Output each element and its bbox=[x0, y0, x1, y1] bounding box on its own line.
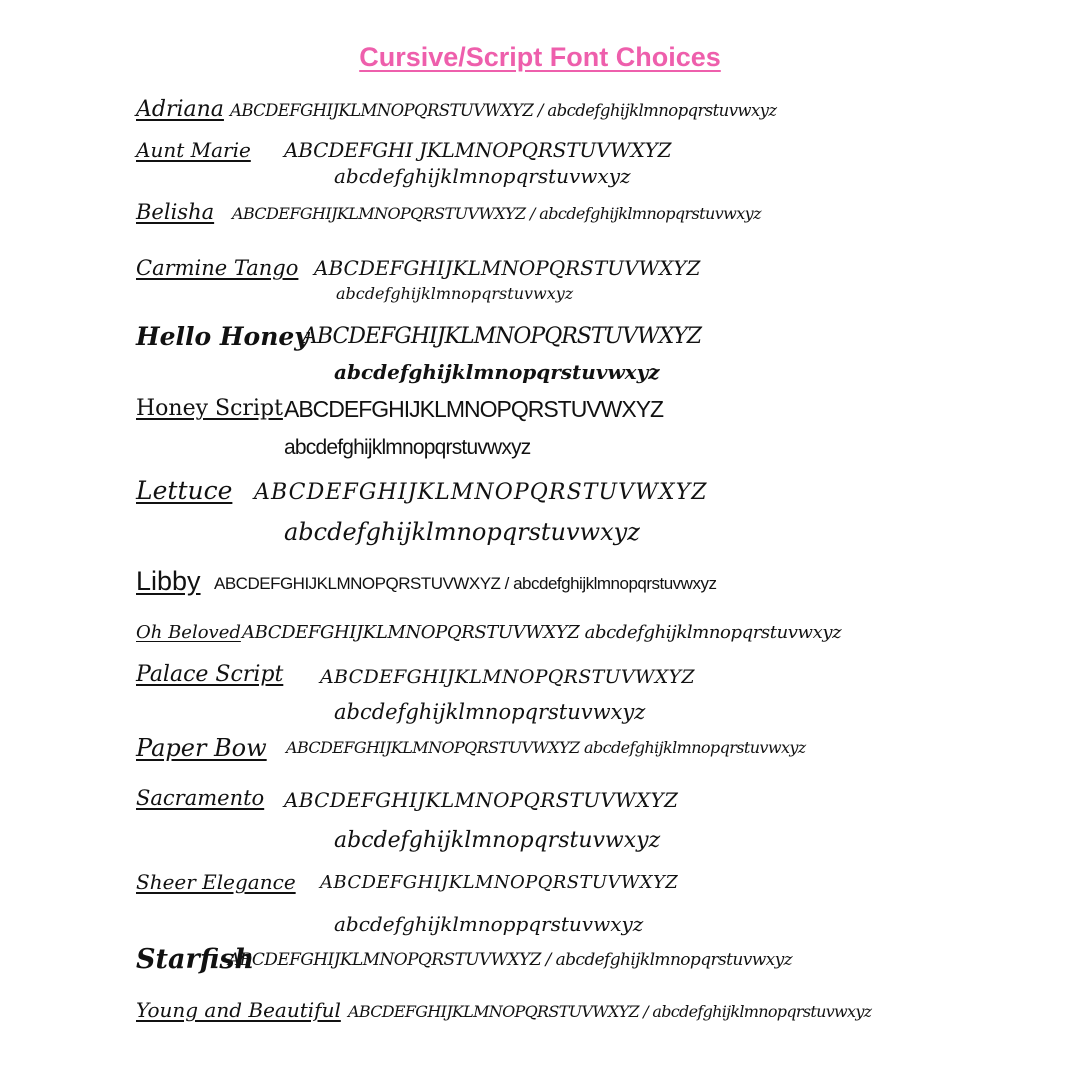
font-name: Lettuce bbox=[136, 476, 233, 505]
font-sample-lower: abcdefghijklmnopqrstuvwxyz bbox=[336, 284, 574, 303]
font-sample-lower: abcdefghijklmnopqrstuvwxyz bbox=[334, 828, 661, 853]
font-sample-upper: ABCDEFGHIJKLMNOPQRSTUVWXYZ bbox=[254, 480, 708, 505]
font-name: Sacramento bbox=[136, 786, 265, 810]
font-sample-lower: abcdefghijklmnoppqrstuvwxyz bbox=[334, 912, 644, 936]
font-sample-upper: ABCDEFGHIJKLMNOPQRSTUVWXYZ / abcdefghijklmnopqrstuvwxyz bbox=[214, 574, 717, 593]
font-sample-upper: ABCDEFGHIJKLMNOPQRSTUVWXYZ / abcdefghijklmnopqrstuvwxyz bbox=[232, 204, 761, 223]
page-title: Cursive/Script Font Choices bbox=[359, 42, 721, 72]
font-name: Honey Script bbox=[136, 396, 283, 421]
font-sample-upper: ABCDEFGHIJKLMNOPQRSTUVWXYZ / abcdefghijklmnopqrstuvwxyz bbox=[228, 950, 793, 970]
font-sample-lower: abcdefghijklmnopqrstuvwxyz bbox=[334, 700, 646, 724]
font-name: Oh Beloved bbox=[136, 622, 241, 643]
font-sample-upper: ABCDEFGHIJKLMNOPQRSTUVWXYZ bbox=[314, 256, 701, 280]
font-sample-upper: ABCDEFGHIJKLMNOPQRSTUVWXYZ / abcdefghijklmnopqrstuvwxyz bbox=[230, 101, 777, 120]
font-sample-lower: abcdefghijklmnopqrstuvwxyz bbox=[284, 518, 640, 546]
font-name: Carmine Tango bbox=[136, 256, 299, 280]
font-sample-upper: ABCDEFGHIJKLMNOPQRSTUVWXYZ bbox=[302, 324, 702, 349]
font-sample-upper: ABCDEFGHIJKLMNOPQRSTUVWXYZ bbox=[320, 666, 695, 688]
font-sample-upper: ABCDEFGHIJKLMNOPQRSTUVWXYZ abcdefghijklmnopqrstuvwxyz bbox=[242, 622, 842, 643]
font-name: Belisha bbox=[136, 200, 215, 224]
font-name: Young and Beautiful bbox=[136, 998, 341, 1022]
font-name: Adriana bbox=[136, 97, 224, 122]
font-sample-lower: abcdefghijklmnopqrstuvwxyz bbox=[334, 164, 631, 188]
font-sample-upper: ABCDEFGHIJKLMNOPQRSTUVWXYZ abcdefghijklmnopqrstuvwxyz bbox=[286, 738, 806, 757]
font-sample-upper: ABCDEFGHI JKLMNOPQRSTUVWXYZ bbox=[284, 138, 672, 162]
font-name: Paper Bow bbox=[136, 734, 267, 762]
font-name: Starfish bbox=[136, 944, 255, 975]
font-sample-upper: ABCDEFGHIJKLMNOPQRSTUVWXYZ bbox=[320, 872, 679, 893]
font-sample-upper: ABCDEFGHIJKLMNOPQRSTUVWXYZ bbox=[284, 396, 664, 422]
font-name: Libby bbox=[136, 566, 201, 596]
font-sample-lower: abcdefghijklmnopqrstuvwxyz bbox=[284, 436, 531, 459]
font-name: Palace Script bbox=[136, 662, 284, 687]
font-name: Aunt Marie bbox=[136, 138, 251, 162]
font-name: Hello Honey bbox=[136, 322, 309, 351]
font-name: Sheer Elegance bbox=[136, 870, 296, 894]
font-sample-upper: ABCDEFGHIJKLMNOPQRSTUVWXYZ bbox=[284, 788, 679, 812]
font-sample-lower: abcdefghijklmnopqrstuvwxyz bbox=[334, 360, 660, 384]
font-sample-upper: ABCDEFGHIJKLMNOPQRSTUVWXYZ / abcdefghijklmnopqrstuvwxyz bbox=[348, 1002, 872, 1021]
